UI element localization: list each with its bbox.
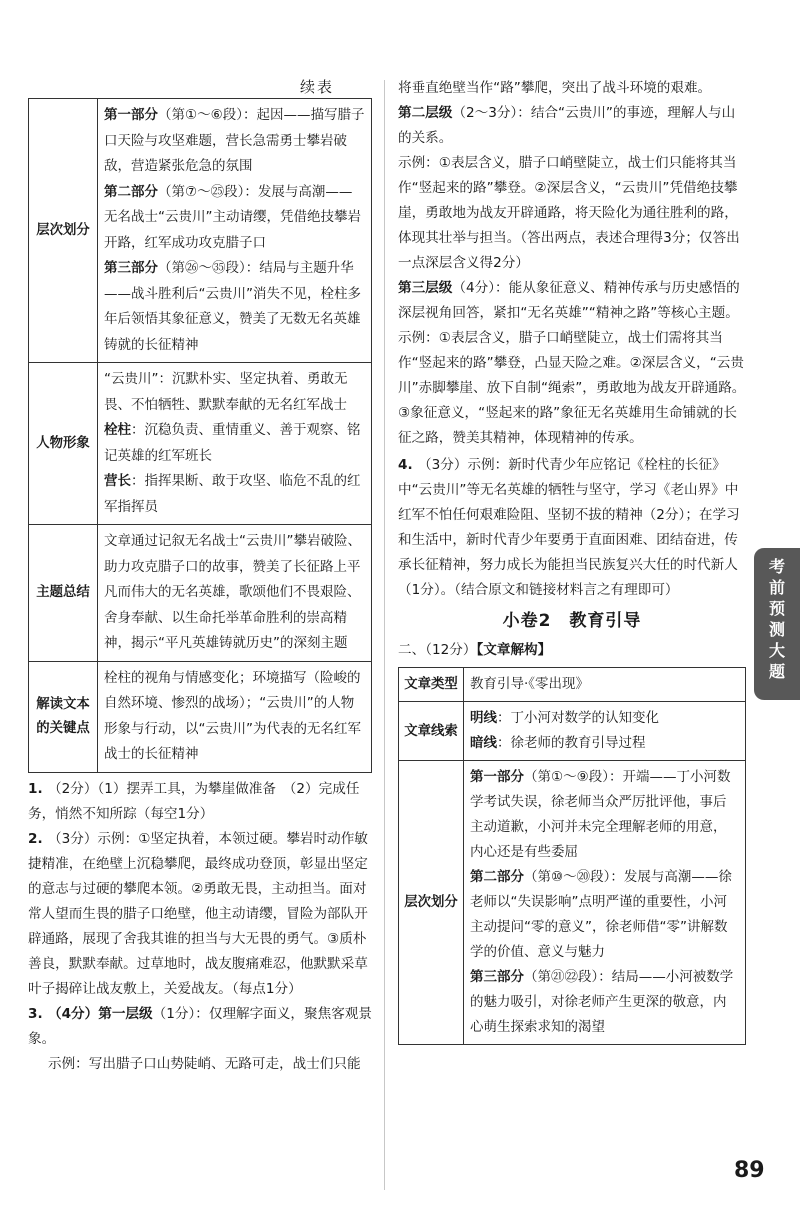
table-row — [29, 525, 372, 662]
right-paragraph — [398, 276, 746, 326]
right_table.1.lines-line — [470, 706, 739, 731]
side-tab-char: 前 — [768, 578, 785, 597]
right_table.1.lines-line — [470, 731, 739, 756]
line-label: 明线 — [470, 710, 497, 726]
line-text: ：徐老师的教育引导过程 — [497, 735, 646, 751]
left_table.1.lines-line — [104, 418, 365, 469]
page-number: 89 — [734, 1158, 765, 1183]
right-paragraph — [398, 151, 746, 276]
row-value — [98, 661, 372, 772]
line-label: 第二部分 — [104, 183, 158, 200]
right_table.2.lines-line — [470, 865, 739, 965]
paragraph-text: （2～3分）：结合“云贵川”的事迹，理解人与山的关系。 — [398, 105, 736, 146]
answer-item — [28, 1002, 372, 1052]
row-key: 层次划分 — [29, 99, 98, 363]
answer-number: 3. — [28, 1005, 43, 1022]
line-text: （第①～⑨段）：开端——丁小河数学考试失误，徐老师当众严厉批评他，事后主动道歉，小河并未完全理解老师的用意，内心还是有些委屈 — [470, 769, 731, 860]
answer-text: （2分）（1）摆弄工具，为攀崖做准备 （2）完成任务，悄然不知所踪（每空1分） — [28, 780, 360, 822]
section-title: 小卷2 教育引导 — [502, 611, 642, 631]
line-label: 第二部分 — [470, 869, 524, 885]
line-text: （第㉖～㉟段）：结局与主题升华——战斗胜利后“云贵川”消失不见，栓柱多年后领悟其象征意义，赞美了无数无名英雄铸就的长征精神 — [104, 260, 361, 353]
line-text: （第㉑㉒段）：结局——小河被数学的魅力吸引，对徐老师产生更深的敬意，内心萌生探索求知的渴望 — [470, 969, 734, 1035]
table-row — [29, 363, 372, 525]
answer-number: 2. — [28, 830, 43, 847]
section-subtitle-bold: 【文章解构】 — [476, 642, 552, 658]
line-text: “云贵川”：沉默朴实、坚定执着、勇敢无畏、不怕牺牲、默默奉献的无名红军战士 — [104, 371, 348, 413]
table-row — [29, 661, 372, 772]
line-label: 营长 — [104, 473, 131, 489]
column-divider — [384, 80, 385, 1190]
row-value — [98, 525, 372, 662]
line-label: 栓柱 — [104, 422, 131, 438]
line-text: 文章通过记叙无名战士“云贵川”攀岩破险、助力攻克腊子口的故事，赞美了长征路上平凡而伟大的无名英雄，歌颂他们不畏艰险、舍身奉献、以生命托举革命胜利的崇高精神，揭示“平凡英雄铸就历史”的深刻主题 — [104, 533, 361, 651]
side-tab-char: 预 — [768, 599, 785, 618]
side-tab-char: 考 — [768, 557, 785, 576]
paragraph-text: （4分）：能从象征意义、精神传承与历史感悟的深层视角回答，紧扣“无名英雄”“精神之路”等核心主题。 — [398, 280, 740, 321]
paragraph-text: 将垂直绝壁当作“路”攀爬，突出了战斗环境的艰难。 — [398, 80, 712, 96]
level-label: 第三层级 — [398, 280, 453, 296]
line-text: 栓柱的视角与情感变化；环境描写（险峻的自然环境、惨烈的战场）；“云贵川”的人物形象与行动，以“云贵川”为代表的无名红军战士的长征精神 — [104, 669, 361, 762]
row-value — [98, 363, 372, 525]
answer-number: 1. — [28, 780, 43, 797]
line-label: 第三部分 — [104, 260, 158, 276]
row-value — [464, 702, 746, 761]
row-key: 文章类型 — [399, 668, 464, 702]
table-row — [399, 761, 746, 1045]
line-label: 第一部分 — [104, 107, 158, 123]
line-text: ：指挥果断、敢于攻坚、临危不乱的红军指挥员 — [104, 473, 361, 515]
question-4 — [398, 453, 746, 603]
answer-item — [28, 827, 372, 1002]
left_table.0.lines-line — [104, 180, 365, 257]
left-column — [28, 76, 372, 1077]
question-text: （3分）示例：新时代青少年应铭记《栓柱的长征》中“云贵川”等无名英雄的牺牲与坚守，学习《老山界》中红军不怕任何艰难险阻、坚韧不拔的精神（2分）；在学习和生活中，新时代青少年要勇于直面困难、团结奋进，传承长征精神，努力成长为能担当民族复兴大任的时代新人（1分）。（结合原文和链接材料言之有理即可） — [398, 457, 740, 598]
line-text: ：丁小河对数学的认知变化 — [497, 710, 659, 726]
row-value — [464, 761, 746, 1045]
row-key: 解读文本的关键点 — [29, 661, 98, 772]
section-subtitle — [398, 638, 746, 663]
left_table.0.lines-line — [104, 103, 365, 180]
side-tab-char: 大 — [768, 641, 785, 660]
paragraph-text: 示例：①表层含义，腊子口峭壁陡立，战士们只能将其当作“竖起来的路”攀登。②深层含义，“云贵川”凭借绝技攀崖，勇敢地为战友开辟通路，将天险化为通往胜利的路，体现其壮举与担当。（答出两点，表述合理得3分；仅答出一点深层含义得2分） — [398, 155, 740, 271]
continued-label: 续表 — [300, 78, 335, 96]
row-key: 层次划分 — [399, 761, 464, 1045]
paragraph-text: 示例：①表层含义，腊子口峭壁陡立，战士们需将其当作“竖起来的路”攀登，凸显天险之难。②深层含义，“云贵川”赤脚攀崖、放下自制“绳索”，勇敢地为战友开辟通路。③象征意义，“竖起来的路”象征无名英雄用生命铺就的长征之路，赞美其精神，体现精神的传承。 — [398, 330, 746, 446]
line-text: 教育引导·《零出现》 — [470, 676, 590, 692]
right-column — [398, 76, 746, 1045]
left_table.1.lines-line — [104, 367, 365, 418]
right_table.0.lines-line — [470, 672, 739, 697]
side-tab-char: 题 — [768, 662, 785, 681]
left_table.0.lines-line — [104, 256, 365, 358]
line-label: 第一部分 — [470, 769, 524, 785]
row-key: 主题总结 — [29, 525, 98, 662]
line-text: （第⑦～㉕段）：发展与高潮——无名战士“云贵川”主动请缨，凭借绝技攀岩开路，红军成功攻克腊子口 — [104, 183, 361, 251]
table-row — [399, 668, 746, 702]
line-text: （第①～⑥段）：起因——描写腊子口天险与攻坚难题，营长急需勇士攀岩破敌，营造紧张危急的氛围 — [104, 107, 365, 174]
line-text: （第⑩～⑳段）：发展与高潮——徐老师以“失误影响”点明严谨的重要性，小河主动提问“零的意义”，徐老师借“零”讲解数学的价值、意义与魅力 — [470, 869, 732, 960]
right_table.2.lines-line — [470, 965, 739, 1040]
left_table.3.lines-line — [104, 666, 365, 768]
left_table.2.lines-line — [104, 529, 365, 657]
left-tail-text: 示例：写出腊子口山势陡峭、无路可走，战士们只能 — [48, 1055, 361, 1072]
right-paragraph — [398, 76, 746, 101]
right_table.2.lines-line — [470, 765, 739, 865]
right-structure-table — [398, 667, 746, 1045]
side-tab — [754, 548, 800, 700]
section-subtitle-prefix: 二、（12分） — [398, 642, 477, 658]
left-structure-table — [28, 98, 372, 773]
answer-level: （4分）第一层级 — [48, 1005, 153, 1022]
table-row — [29, 99, 372, 363]
right-answer-continuation — [398, 76, 746, 451]
row-key: 文章线索 — [399, 702, 464, 761]
level-label: 第二层级 — [398, 105, 453, 121]
row-value — [98, 99, 372, 363]
answer-text: （1分）：仅理解字面义，聚焦客观景象。 — [28, 1005, 372, 1047]
row-key: 人物形象 — [29, 363, 98, 525]
answer-text: （3分）示例：①坚定执着，本领过硬。攀岩时动作敏捷精准，在绝壁上沉稳攀爬，最终成功登顶，彰显出坚定的意志与过硬的攀爬本领。②勇敢无畏，主动担当。面对常人望而生畏的腊子口绝壁，他主动请缨，冒险为部队开辟通路，展现了舍我其谁的担当与大无畏的勇气。③质朴善良，默默奉献。过草地时，战友腹痛难忍，他默默采草叶子揭碎让战友敷上，关爱战友。（每点1分） — [28, 830, 368, 997]
table-row — [399, 702, 746, 761]
answer-item — [28, 777, 372, 827]
left-answers — [28, 777, 372, 1052]
right-paragraph — [398, 101, 746, 151]
line-label: 第三部分 — [470, 969, 524, 985]
side-tab-char: 测 — [768, 620, 785, 639]
row-value — [464, 668, 746, 702]
line-label: 暗线 — [470, 735, 497, 751]
left_table.1.lines-line — [104, 469, 365, 520]
question-number: 4. — [398, 457, 413, 473]
line-text: ：沉稳负责、重情重义、善于观察、铭记英雄的红军班长 — [104, 422, 361, 464]
right-paragraph — [398, 326, 746, 451]
